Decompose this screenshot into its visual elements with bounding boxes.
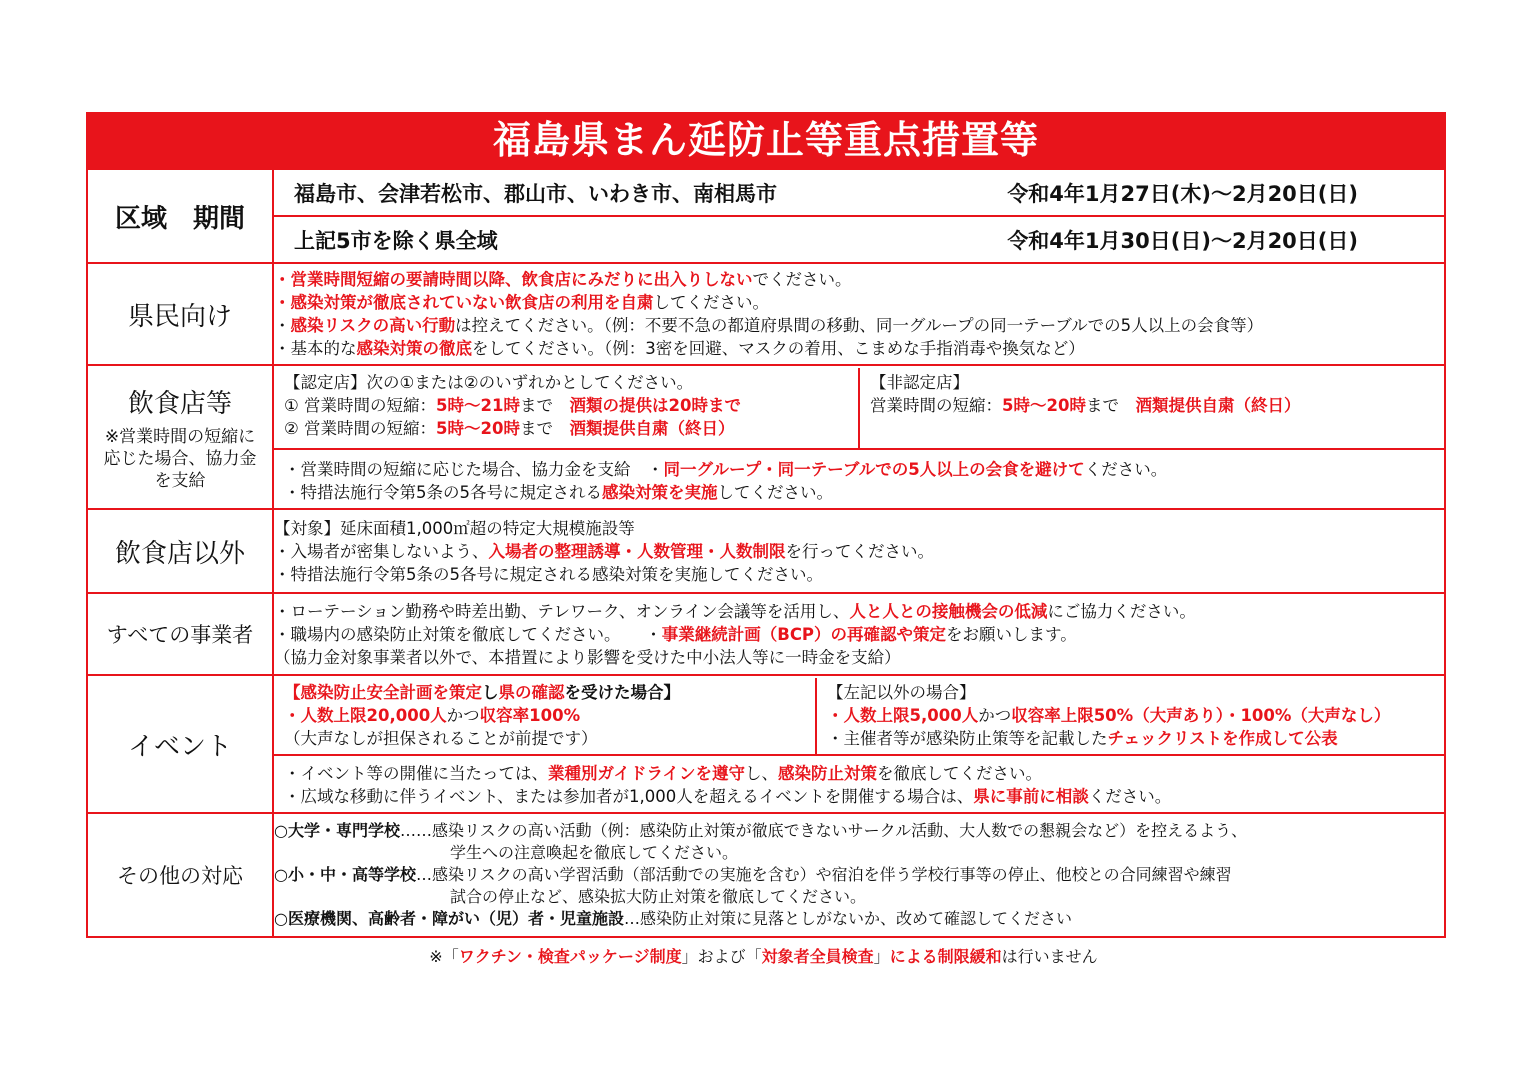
- noncertified-store-block: [860, 368, 1444, 448]
- events-left-limit-mid: かつ: [446, 705, 480, 725]
- footnote-tail: は行いません: [1001, 947, 1098, 966]
- events-left-head-pre: 【: [284, 682, 301, 702]
- restaurants-bullets: [274, 450, 1444, 507]
- restaurants-bullet-2-emphasis: 感染対策を実施: [602, 482, 718, 502]
- residents-line-3-emphasis: 感染リスクの高い行動: [290, 316, 456, 335]
- row-other: [87, 813, 1445, 937]
- events-bullet-1: [284, 762, 1434, 785]
- all-businesses-line-1: [274, 600, 1444, 623]
- events-right-checklist: [827, 727, 1434, 750]
- other-medical-line: [274, 908, 1444, 930]
- restaurants-note: ※営業時間の短縮に応じた場合、協力金を支給: [103, 426, 257, 491]
- all-businesses-line-1-emphasis: 人と人との接触機会の低減: [849, 601, 1048, 621]
- other-school-head: ○小・中・高等学校: [274, 865, 416, 884]
- events-confirmed-case: [274, 678, 817, 754]
- noncertified-alcohol: 酒類提供自粛（終日）: [1135, 395, 1301, 415]
- noncertified-hours: 5時～20時: [1002, 395, 1086, 415]
- events-bullets: [274, 756, 1444, 811]
- category-non-restaurants: 飲食店以外: [87, 509, 273, 593]
- all-businesses-line-1-tail: にご協力ください。: [1047, 601, 1196, 621]
- category-events: イベント: [87, 675, 273, 813]
- category-other: その他の対応: [87, 813, 273, 937]
- restaurants-bullet-1-pre: ・営業時間の短縮に応じた場合、協力金を支給 ・: [284, 459, 664, 479]
- certified-head-tail: 次の①または②のいずれかとしてください。: [366, 372, 694, 392]
- row-all-businesses: [87, 593, 1445, 675]
- row-restaurants: [87, 365, 1445, 509]
- events-left-head-tail: を受けた場合】: [564, 682, 680, 702]
- other-school-text: …感染リスクの高い学習活動（部活動での実施を含む）や宿泊を伴う学校行事等の停止、他校との合同練習や練習: [415, 865, 1232, 884]
- events-bullet-1-measures: 感染防止対策: [778, 763, 878, 783]
- events-bullet-1-mid: し、: [745, 763, 779, 783]
- area-text-2: 上記5市を除く県全域: [294, 228, 498, 253]
- noncertified-mid: まで: [1085, 395, 1136, 415]
- area-period-row-2: [274, 217, 1444, 262]
- page-title: 福島県まん延防止等重点措置等: [86, 112, 1446, 168]
- category-restaurants: [87, 365, 273, 509]
- restaurants-bullet-1-emphasis: 同一グループ・同一テーブルでの5人以上の会食を避けて: [663, 459, 1085, 479]
- certified-option-2-pre: ② 営業時間の短縮：: [284, 418, 437, 438]
- certified-head-line: [284, 371, 848, 394]
- events-left-head-confirm: 県の確認: [498, 682, 565, 702]
- residents-line-2: [274, 291, 1444, 314]
- non-restaurants-line-1: 【対象】延床面積1,000㎡超の特定大規模施設等: [274, 518, 635, 538]
- events-right-limit: [827, 704, 1434, 727]
- restaurants-bullet-2: [284, 481, 1434, 504]
- non-restaurants-line-3: ・特措法施行令第5条の5各号に規定される感染対策を実施してください。: [274, 564, 823, 584]
- all-businesses-line-1-pre: ・ローテーション勤務や時差出勤、テレワーク、オンライン会議等を活用し、: [274, 601, 850, 621]
- events-bullet-1-guideline: 業種別ガイドラインを遵守: [548, 763, 746, 783]
- residents-line-2-tail: してください。: [653, 293, 769, 312]
- restaurants-bullet-1-tail: ください。: [1084, 459, 1168, 479]
- footnote-mid: 」および「: [681, 947, 762, 966]
- all-businesses-line-3: （協力金対象事業者以外で、本措置により影響を受けた中小法人等に一時金を支給）: [274, 647, 901, 667]
- events-right-checklist-pre: ・主催者等が感染防止策等を記載した: [827, 728, 1108, 748]
- restaurants-bullet-1: [284, 458, 1434, 481]
- certified-option-1: [284, 394, 848, 417]
- row-non-restaurants: [87, 509, 1445, 593]
- certified-option-1-hours: 5時～21時: [436, 395, 520, 415]
- certified-head: 【認定店】: [284, 372, 367, 392]
- restaurants-bullet-2-tail: してください。: [717, 482, 833, 502]
- events-right-limit-capacity: 収容率上限50%（大声あり）・100%（大声なし）: [1011, 705, 1391, 725]
- residents-line-3-pre: ・: [274, 316, 291, 335]
- other-university-line: [274, 820, 1444, 842]
- events-bullet-1-tail: を徹底してください。: [877, 763, 1043, 783]
- events-bullet-2-pre: ・広域な移動に伴うイベント、または参加者が1,000人を超えるイベントを開催する場合は、: [284, 786, 974, 806]
- other-cell: [273, 813, 1445, 937]
- category-residents: 県民向け: [87, 263, 273, 365]
- certified-option-1-mid: まで: [520, 395, 570, 415]
- area-period-cell: [273, 169, 1445, 263]
- events-left-limit-capacity: 収容率100%: [479, 705, 581, 725]
- residents-cell: [273, 263, 1445, 365]
- noncertified-pre: 営業時間の短縮：: [870, 395, 1002, 415]
- certified-option-2-mid: まで: [520, 418, 570, 438]
- events-right-head: 【左記以外の場合】: [827, 682, 976, 702]
- residents-line-3-tail: は控えてください。（例：不要不急の都道府県間の移動、同一グループの同一テーブルでの5人以上の会食等）: [455, 316, 1264, 335]
- period-text-1: 令和4年1月27日(木)～2月20日(日): [1007, 181, 1358, 206]
- events-cases: [274, 678, 1444, 756]
- restaurants-store-types: [274, 368, 1444, 450]
- residents-line-1: [274, 268, 1444, 291]
- non-restaurants-line-2-emphasis: 入場者の整理誘導・人数管理・人数制限: [488, 541, 786, 561]
- footnote-all-test: 対象者全員検査: [761, 947, 874, 966]
- residents-line-2-emphasis: ・感染対策が徹底されていない飲食店の利用を自粛: [274, 293, 654, 312]
- measures-sheet: [86, 112, 1446, 938]
- category-all-businesses: すべての事業者: [87, 593, 273, 675]
- non-restaurants-line-2-pre: ・入場者が密集しないよう、: [274, 541, 489, 561]
- residents-line-1-tail: でください。: [752, 270, 852, 289]
- row-events: [87, 675, 1445, 813]
- events-bullet-2-emphasis: 県に事前に相談: [973, 786, 1089, 806]
- events-cell: [273, 675, 1445, 813]
- footnote-vaccine-package: ワクチン・検査パッケージ制度: [458, 947, 682, 966]
- period-text-2: 令和4年1月30日(日)～2月20日(日): [1007, 228, 1358, 253]
- other-medical-text: …感染防止対策に見落としがないか、改めて確認してください: [623, 909, 1072, 928]
- noncertified-head: 【非認定店】: [870, 372, 969, 392]
- noncertified-line: [870, 394, 1434, 417]
- other-school-line: [274, 864, 1444, 886]
- events-left-limit: [284, 704, 805, 727]
- footnote-pre: ※「: [429, 947, 459, 966]
- events-right-checklist-emphasis: チェックリストを作成して公表: [1107, 728, 1338, 748]
- other-university-text: ……感染リスクの高い活動（例：感染防止対策が徹底できないサークル活動、大人数での懇親会など）を控えるよう、: [399, 821, 1248, 840]
- footnote-relaxation: による制限緩和: [889, 947, 1002, 966]
- non-restaurants-cell: [273, 509, 1445, 593]
- residents-line-4-emphasis: 感染対策の徹底: [356, 339, 472, 358]
- footnote-mid-2: 」: [873, 947, 890, 966]
- events-left-head-plan: 感染防止安全計画を策定: [300, 682, 482, 702]
- non-restaurants-line-2: [274, 540, 1444, 563]
- other-university-line-2: 学生への注意喚起を徹底してください。: [450, 843, 739, 862]
- events-bullet-1-pre: ・イベント等の開催に当たっては、: [284, 763, 548, 783]
- residents-line-3: [274, 314, 1444, 337]
- events-left-head: [284, 681, 805, 704]
- row-area-period: [87, 169, 1445, 263]
- all-businesses-cell: [273, 593, 1445, 675]
- other-school-line-2: 試合の停止など、感染拡大防止対策を徹底してください。: [450, 887, 867, 906]
- events-right-limit-mid: かつ: [978, 705, 1012, 725]
- area-text-1: 福島市、会津若松市、郡山市、いわき市、南相馬市: [294, 181, 777, 206]
- residents-line-4-tail: をしてください。（例：3密を回避、マスクの着用、こまめな手指消毒や換気など）: [472, 339, 1085, 358]
- events-other-case: [817, 678, 1444, 754]
- other-university-head: ○大学・専門学校: [274, 821, 400, 840]
- certified-option-2: [284, 417, 848, 440]
- other-medical-head: ○医療機関、高齢者・障がい（児）者・児童施設: [274, 909, 624, 928]
- row-residents: [87, 263, 1445, 365]
- footnote: [0, 944, 1527, 967]
- certified-option-2-alcohol: 酒類提供自粛（終日）: [569, 418, 735, 438]
- certified-store-block: [274, 368, 860, 448]
- all-businesses-line-2: [274, 623, 1444, 646]
- non-restaurants-line-2-tail: を行ってください。: [785, 541, 934, 561]
- certified-option-1-pre: ① 営業時間の短縮：: [284, 395, 437, 415]
- events-left-note: （大声なしが担保されることが前提です）: [284, 728, 598, 748]
- residents-line-1-emphasis: ・営業時間短縮の要請時間以降、飲食店にみだりに出入りしない: [274, 270, 753, 289]
- certified-option-2-hours: 5時～20時: [436, 418, 520, 438]
- events-bullet-2: [284, 785, 1434, 808]
- category-area-period: 区域 期間: [87, 169, 273, 263]
- residents-line-4: [274, 337, 1444, 360]
- measures-table: [86, 168, 1446, 938]
- events-left-head-mid: し: [482, 682, 499, 702]
- events-left-limit-people: ・人数上限20,000人: [284, 705, 447, 725]
- all-businesses-line-2-tail: をお願いします。: [946, 624, 1077, 644]
- events-bullet-2-tail: ください。: [1088, 786, 1172, 806]
- area-period-row-1: [274, 170, 1444, 217]
- restaurants-cell: [273, 365, 1445, 509]
- certified-option-1-alcohol: 酒類の提供は20時まで: [569, 395, 741, 415]
- restaurants-label: 飲食店等: [127, 388, 232, 419]
- events-right-limit-people: ・人数上限5,000人: [827, 705, 979, 725]
- all-businesses-line-2-emphasis: 事業継続計画（BCP）の再確認や策定: [661, 624, 947, 644]
- residents-line-4-pre: ・基本的な: [274, 339, 357, 358]
- all-businesses-line-2-pre: ・職場内の感染防止対策を徹底してください。 ・: [274, 624, 662, 644]
- restaurants-bullet-2-pre: ・特措法施行令第5条の5各号に規定される: [284, 482, 602, 502]
